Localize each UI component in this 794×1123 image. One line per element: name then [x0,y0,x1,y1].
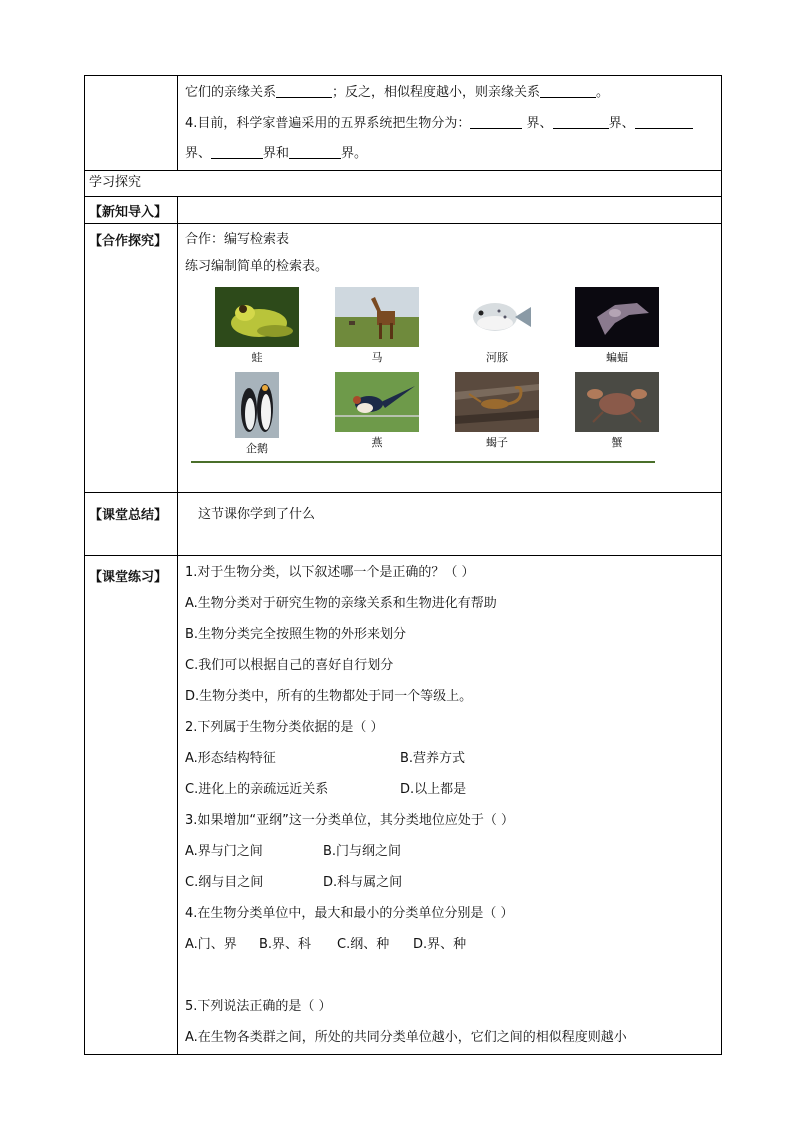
question-3: 3.如果增加“亚纲”这一分类单位，其分类地位应处于（ ） [185,813,515,828]
coop-line-2: 练习编制简单的检索表。 [185,259,329,274]
animal-caption: 企鹅 [246,442,268,455]
animal-caption: 蛙 [251,351,263,364]
summary-label: 【课堂总结】 [85,493,178,556]
fill-blank[interactable] [540,83,596,98]
penguin-image [235,372,279,438]
new-intro-label: 【新知导入】 [85,197,178,224]
animal-caption: 燕 [371,436,383,449]
intro-text: 界。 [341,146,368,161]
question-1-option-b: B.生物分类完全按照生物的外形来划分 [185,627,407,642]
coop-line-1: 合作：编写检索表 [185,232,290,247]
intro-text: 。 [596,85,610,100]
fill-blank[interactable] [553,114,609,129]
question-5-option-a: A.在生物各类群之间，所处的共同分类单位越小，它们之间的相似程度则越小 [185,1030,627,1045]
scorpion-image [455,372,539,432]
intro-line-2 [185,109,721,140]
question-1-option-d: D.生物分类中，所有的生物都处于同一个等级上。 [185,689,473,704]
animal-card [197,287,317,366]
practice-row [85,556,722,1055]
crab-image [575,372,659,432]
animal-card [437,372,557,457]
animal-caption: 河豚 [486,351,508,364]
animal-card [437,287,557,366]
swallow-image [335,372,419,432]
horse-image [335,287,419,347]
question-2-option-b: B.营养方式 [400,751,466,766]
question-4: 4.在生物分类单位中，最大和最小的分类单位分别是（ ） [185,906,514,921]
question-2-option-a: A.形态结构特征 [185,751,276,766]
question-3-options-ab [185,837,721,868]
fill-blank[interactable] [276,83,332,98]
animal-caption: 蝙蝠 [606,351,628,364]
worksheet-table [84,75,722,1055]
summary-row [85,493,722,556]
intro-content [178,76,722,171]
fill-blank[interactable] [470,114,522,129]
question-4-option-c: C.纲、种 [337,937,390,952]
question-2: 2.下列属于生物分类依据的是（ ） [185,720,384,735]
question-2-options-ab [185,744,721,775]
question-3-option-a: A.界与门之间 [185,844,263,859]
question-1: 1.对于生物分类，以下叙述哪一个是正确的？（ ） [185,565,475,580]
intro-text: 界、 [526,115,553,131]
intro-text: 4.目前，科学家普遍采用的五界系统把生物分为： [185,115,471,131]
new-intro-content [178,197,722,224]
animal-caption: 蟹 [611,436,623,449]
intro-text: 界和 [263,146,290,161]
question-4-option-d: D.界、种 [413,937,467,952]
intro-line-3 [185,139,721,170]
question-4-option-a: A.门、界 [185,937,237,952]
question-3-option-b: B.门与纲之间 [323,844,402,859]
question-1-option-a: A.生物分类对于研究生物的亲缘关系和生物进化有帮助 [185,596,497,611]
frog-image [215,287,299,347]
intro-line-1 [185,78,721,109]
question-2-option-c: C.进化上的亲疏远近关系 [185,782,329,797]
blank-spacer [185,961,721,992]
fill-blank[interactable] [635,114,693,129]
coop-content [178,224,722,493]
question-4-options [185,930,721,961]
pufferfish-image [455,287,539,347]
question-2-option-d: D.以上都是 [400,782,467,797]
coop-row [85,224,722,493]
question-4-option-b: B.界、科 [259,937,312,952]
practice-label: 【课堂练习】 [85,556,178,1055]
summary-content [178,493,722,556]
question-3-options-cd [185,868,721,899]
intro-text: 界、 [185,146,212,161]
fill-blank[interactable] [211,144,263,159]
animal-caption: 蝎子 [486,436,508,449]
summary-prompt: 这节课你学到了什么 [198,507,316,522]
animal-caption: 马 [371,351,383,364]
question-1-option-c: C.我们可以根据自己的喜好自行划分 [185,658,394,673]
animal-card [557,287,677,366]
coop-label: 【合作探究】 [85,224,178,493]
practice-content [178,556,722,1055]
bat-image [575,287,659,347]
fill-blank[interactable] [289,144,341,159]
question-2-options-cd [185,775,721,806]
question-3-option-d: D.科与属之间 [323,875,403,890]
animal-card [197,372,317,457]
new-intro-row [85,197,722,224]
intro-text: ；反之，相似程度越小，则亲缘关系 [332,85,541,100]
animal-card [557,372,677,457]
intro-text: 界、 [608,115,635,131]
section-row [85,171,722,197]
animal-card [317,287,437,366]
section-title: 学习探究 [85,171,722,197]
question-5: 5.下列说法正确的是（ ） [185,999,332,1014]
animal-card [317,372,437,457]
question-3-option-c: C.纲与目之间 [185,875,264,890]
gallery-divider [191,461,655,463]
intro-text: 它们的亲缘关系 [185,85,277,100]
intro-row [85,76,722,171]
animal-gallery [197,287,721,457]
intro-label-cell [85,76,178,171]
